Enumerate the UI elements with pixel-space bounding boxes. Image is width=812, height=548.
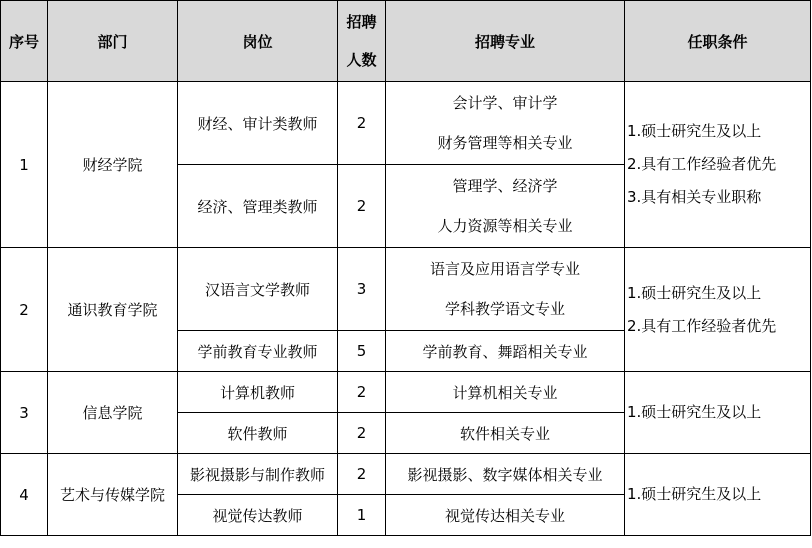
row-number: 1 <box>1 82 48 248</box>
department: 财经学院 <box>48 82 178 248</box>
position-title: 学前教育专业教师 <box>178 331 338 372</box>
major-cell <box>386 82 625 165</box>
header-count-line2: 人数 <box>346 51 377 69</box>
position-title: 汉语言文学教师 <box>178 248 338 331</box>
major-line: 语言及应用语言学专业 <box>429 260 580 278</box>
hire-count: 2 <box>338 413 386 454</box>
hire-count: 2 <box>338 454 386 495</box>
major-cell <box>386 165 625 248</box>
hire-count: 2 <box>338 372 386 413</box>
major-line: 学科教学语文专业 <box>444 300 565 318</box>
header-dept: 部门 <box>48 1 178 82</box>
row-number: 3 <box>1 372 48 454</box>
condition-item: 1.硕士研究生及以上 <box>627 485 762 503</box>
department: 通识教育学院 <box>48 248 178 372</box>
table-row <box>1 82 811 165</box>
header-count <box>338 1 386 82</box>
position-title: 财经、审计类教师 <box>178 82 338 165</box>
header-no: 序号 <box>1 1 48 82</box>
hire-count: 5 <box>338 331 386 372</box>
department: 艺术与传媒学院 <box>48 454 178 536</box>
condition-item: 1.硕士研究生及以上 <box>627 403 762 421</box>
position-title: 影视摄影与制作教师 <box>178 454 338 495</box>
row-number: 4 <box>1 454 48 536</box>
major-line: 人力资源等相关专业 <box>437 217 573 235</box>
major-line: 管理学、经济学 <box>452 177 558 195</box>
condition-item: 1.硕士研究生及以上 <box>627 122 762 140</box>
condition-item: 2.具有工作经验者优先 <box>627 155 777 173</box>
position-title: 软件教师 <box>178 413 338 454</box>
conditions-cell <box>625 454 811 536</box>
hire-count: 1 <box>338 495 386 536</box>
hire-count: 3 <box>338 248 386 331</box>
major-cell: 学前教育、舞蹈相关专业 <box>386 331 625 372</box>
header-position: 岗位 <box>178 1 338 82</box>
table-row <box>1 372 811 413</box>
hire-count: 2 <box>338 165 386 248</box>
position-title: 经济、管理类教师 <box>178 165 338 248</box>
major-line: 财务管理等相关专业 <box>437 134 573 152</box>
conditions-cell <box>625 372 811 454</box>
condition-item: 1.硕士研究生及以上 <box>627 283 762 302</box>
condition-item: 2.具有工作经验者优先 <box>627 316 777 335</box>
major-line: 会计学、审计学 <box>452 94 558 112</box>
header-count-line1: 招聘 <box>346 13 377 31</box>
position-title: 视觉传达教师 <box>178 495 338 536</box>
conditions-cell <box>625 248 811 372</box>
header-major: 招聘专业 <box>386 1 625 82</box>
major-cell: 计算机相关专业 <box>386 372 625 413</box>
conditions-cell <box>625 82 811 248</box>
position-title: 计算机教师 <box>178 372 338 413</box>
major-cell: 视觉传达相关专业 <box>386 495 625 536</box>
major-cell <box>386 248 625 331</box>
table-row <box>1 248 811 331</box>
department: 信息学院 <box>48 372 178 454</box>
major-cell: 软件相关专业 <box>386 413 625 454</box>
condition-item: 3.具有相关专业职称 <box>627 188 762 206</box>
header-row <box>1 1 811 82</box>
major-cell: 影视摄影、数字媒体相关专业 <box>386 454 625 495</box>
table-row <box>1 454 811 495</box>
hire-count: 2 <box>338 82 386 165</box>
header-conditions: 任职条件 <box>625 1 811 82</box>
row-number: 2 <box>1 248 48 372</box>
